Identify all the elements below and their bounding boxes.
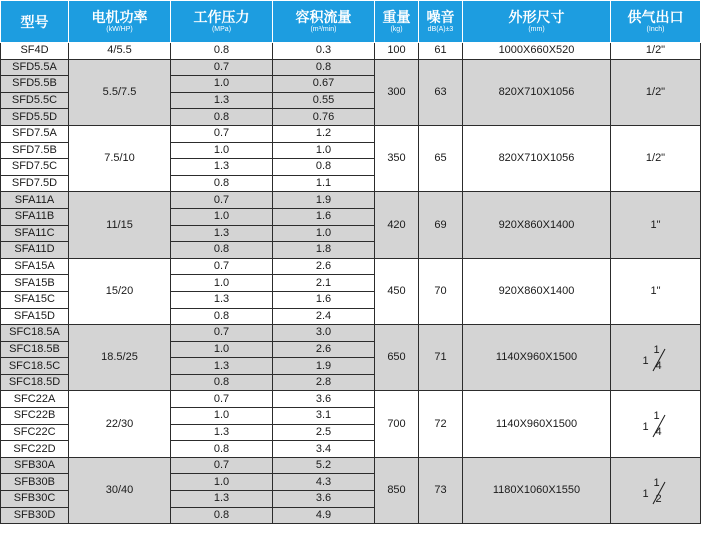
header-unit: (m³/min) xyxy=(310,26,337,33)
flow-cell: 1.1 xyxy=(273,175,375,192)
header-outlet xyxy=(611,1,701,43)
header-pressure xyxy=(171,1,273,43)
flow-cell: 1.9 xyxy=(273,192,375,209)
outlet-cell: 1/2" xyxy=(611,59,701,125)
flow-cell: 0.8 xyxy=(273,159,375,176)
noise-cell: 71 xyxy=(419,325,463,391)
pressure-cell: 1.3 xyxy=(171,225,273,242)
header-dimensions xyxy=(463,1,611,43)
fraction-whole: 1 xyxy=(642,421,649,434)
flow-cell: 3.4 xyxy=(273,441,375,458)
dimensions-cell: 820X710X1056 xyxy=(463,59,611,125)
flow-cell: 0.76 xyxy=(273,109,375,126)
header-label: 供气出口 xyxy=(627,9,684,25)
weight-cell: 850 xyxy=(375,457,419,523)
model-cell: SFC18.5A xyxy=(1,325,69,342)
model-cell: SFA15D xyxy=(1,308,69,325)
pressure-cell: 0.7 xyxy=(171,457,273,474)
mixed-fraction xyxy=(641,407,671,441)
fraction-numerator: 1 xyxy=(653,410,660,423)
pressure-cell: 0.8 xyxy=(171,175,273,192)
model-cell: SFC18.5B xyxy=(1,341,69,358)
flow-cell: 3.6 xyxy=(273,391,375,408)
table-body xyxy=(1,43,701,524)
flow-cell: 3.6 xyxy=(273,491,375,508)
model-cell: SFC22B xyxy=(1,408,69,425)
header-noise xyxy=(419,1,463,43)
model-cell: SFD7.5A xyxy=(1,125,69,142)
fraction-whole: 1 xyxy=(642,487,649,500)
weight-cell: 700 xyxy=(375,391,419,457)
model-cell: SFA11C xyxy=(1,225,69,242)
fraction-denominator: 2 xyxy=(655,492,662,505)
flow-cell: 2.6 xyxy=(273,341,375,358)
header-weight xyxy=(375,1,419,43)
pressure-cell: 1.0 xyxy=(171,275,273,292)
model-cell: SFA15A xyxy=(1,258,69,275)
pressure-cell: 0.8 xyxy=(171,242,273,259)
fraction-whole: 1 xyxy=(642,354,649,367)
header-unit: (kW/HP) xyxy=(106,26,133,33)
pressure-cell: 0.7 xyxy=(171,125,273,142)
outlet-cell: 1/2" xyxy=(611,125,701,191)
flow-cell: 1.6 xyxy=(273,208,375,225)
table-row xyxy=(1,125,701,142)
dimensions-cell: 1140X960X1500 xyxy=(463,391,611,457)
header-power xyxy=(69,1,171,43)
weight-cell: 420 xyxy=(375,192,419,258)
flow-cell: 1.8 xyxy=(273,242,375,259)
model-cell: SFB30D xyxy=(1,507,69,524)
dimensions-cell: 920X860X1400 xyxy=(463,258,611,324)
noise-cell: 65 xyxy=(419,125,463,191)
pressure-cell: 0.7 xyxy=(171,59,273,76)
pressure-cell: 0.7 xyxy=(171,391,273,408)
flow-cell: 0.55 xyxy=(273,92,375,109)
flow-cell: 1.2 xyxy=(273,125,375,142)
table-row xyxy=(1,192,701,209)
pressure-cell: 0.7 xyxy=(171,325,273,342)
pressure-cell: 1.0 xyxy=(171,408,273,425)
table-row xyxy=(1,258,701,275)
fraction-denominator: 4 xyxy=(655,359,662,372)
dimensions-cell: 1000X660X520 xyxy=(463,43,611,60)
pressure-cell: 1.3 xyxy=(171,291,273,308)
pressure-cell: 1.0 xyxy=(171,142,273,159)
flow-cell: 1.6 xyxy=(273,291,375,308)
model-cell: SFD5.5A xyxy=(1,59,69,76)
fraction-numerator: 1 xyxy=(653,343,660,356)
power-cell: 5.5/7.5 xyxy=(69,59,171,125)
model-cell: SFC18.5D xyxy=(1,374,69,391)
pressure-cell: 1.3 xyxy=(171,424,273,441)
pressure-cell: 0.8 xyxy=(171,43,273,60)
pressure-cell: 0.7 xyxy=(171,258,273,275)
pressure-cell: 1.3 xyxy=(171,491,273,508)
dimensions-cell: 1180X1060X1550 xyxy=(463,457,611,523)
model-cell: SFB30C xyxy=(1,491,69,508)
header-unit: (MPa) xyxy=(211,26,232,33)
flow-cell: 4.3 xyxy=(273,474,375,491)
flow-cell: 0.3 xyxy=(273,43,375,60)
model-cell: SFD7.5D xyxy=(1,175,69,192)
power-cell: 18.5/25 xyxy=(69,325,171,391)
flow-cell: 5.2 xyxy=(273,457,375,474)
flow-cell: 2.1 xyxy=(273,275,375,292)
model-cell: SFC18.5C xyxy=(1,358,69,375)
table-row xyxy=(1,391,701,408)
flow-cell: 3.1 xyxy=(273,408,375,425)
model-cell: SFA15B xyxy=(1,275,69,292)
flow-cell: 3.0 xyxy=(273,325,375,342)
outlet-cell xyxy=(611,325,701,391)
header-label: 工作压力 xyxy=(193,9,250,25)
flow-cell: 1.9 xyxy=(273,358,375,375)
model-cell: SFB30B xyxy=(1,474,69,491)
header-label: 电机功率 xyxy=(91,9,148,25)
pressure-cell: 0.7 xyxy=(171,192,273,209)
weight-cell: 100 xyxy=(375,43,419,60)
power-cell: 7.5/10 xyxy=(69,125,171,191)
model-cell: SFD5.5D xyxy=(1,109,69,126)
fraction-numerator: 1 xyxy=(653,476,660,489)
flow-cell: 2.4 xyxy=(273,308,375,325)
header-unit: (kg) xyxy=(390,26,403,33)
model-cell: SFC22C xyxy=(1,424,69,441)
flow-cell: 1.0 xyxy=(273,142,375,159)
noise-cell: 61 xyxy=(419,43,463,60)
header-unit: (Inch) xyxy=(646,26,665,33)
flow-cell: 1.0 xyxy=(273,225,375,242)
header-flow xyxy=(273,1,375,43)
weight-cell: 350 xyxy=(375,125,419,191)
dimensions-cell: 920X860X1400 xyxy=(463,192,611,258)
pressure-cell: 0.8 xyxy=(171,507,273,524)
dimensions-cell: 820X710X1056 xyxy=(463,125,611,191)
header-model xyxy=(1,1,69,43)
model-cell: SFA15C xyxy=(1,291,69,308)
table-row xyxy=(1,59,701,76)
model-cell: SFD5.5C xyxy=(1,92,69,109)
pressure-cell: 0.8 xyxy=(171,308,273,325)
outlet-cell: 1" xyxy=(611,258,701,324)
header-label: 容积流量 xyxy=(295,9,352,25)
table-row xyxy=(1,457,701,474)
noise-cell: 69 xyxy=(419,192,463,258)
pressure-cell: 0.8 xyxy=(171,441,273,458)
flow-cell: 2.8 xyxy=(273,374,375,391)
header-label: 外形尺寸 xyxy=(508,9,565,25)
flow-cell: 2.6 xyxy=(273,258,375,275)
pressure-cell: 1.0 xyxy=(171,341,273,358)
flow-cell: 2.5 xyxy=(273,424,375,441)
mixed-fraction xyxy=(641,341,671,375)
header-label: 型号 xyxy=(20,13,49,30)
weight-cell: 650 xyxy=(375,325,419,391)
table-row xyxy=(1,325,701,342)
power-cell: 30/40 xyxy=(69,457,171,523)
noise-cell: 63 xyxy=(419,59,463,125)
header-unit: (mm) xyxy=(528,26,545,33)
power-cell: 22/30 xyxy=(69,391,171,457)
flow-cell: 0.67 xyxy=(273,76,375,93)
model-cell: SF4D xyxy=(1,43,69,60)
pressure-cell: 1.3 xyxy=(171,358,273,375)
model-cell: SFA11B xyxy=(1,208,69,225)
flow-cell: 4.9 xyxy=(273,507,375,524)
header-label: 重量 xyxy=(382,9,411,25)
model-cell: SFD7.5C xyxy=(1,159,69,176)
table-row xyxy=(1,43,701,60)
weight-cell: 450 xyxy=(375,258,419,324)
model-cell: SFD5.5B xyxy=(1,76,69,93)
flow-cell: 0.8 xyxy=(273,59,375,76)
header-row xyxy=(1,1,701,43)
model-cell: SFB30A xyxy=(1,457,69,474)
pressure-cell: 0.8 xyxy=(171,109,273,126)
header-label: 噪音 xyxy=(426,9,455,25)
outlet-cell: 1/2" xyxy=(611,43,701,60)
model-cell: SFD7.5B xyxy=(1,142,69,159)
fraction-denominator: 4 xyxy=(655,426,662,439)
pressure-cell: 0.8 xyxy=(171,374,273,391)
outlet-cell xyxy=(611,457,701,523)
power-cell: 4/5.5 xyxy=(69,43,171,60)
power-cell: 15/20 xyxy=(69,258,171,324)
dimensions-cell: 1140X960X1500 xyxy=(463,325,611,391)
outlet-cell: 1" xyxy=(611,192,701,258)
noise-cell: 70 xyxy=(419,258,463,324)
mixed-fraction xyxy=(641,474,671,508)
model-cell: SFA11D xyxy=(1,242,69,259)
outlet-cell xyxy=(611,391,701,457)
weight-cell: 300 xyxy=(375,59,419,125)
model-cell: SFA11A xyxy=(1,192,69,209)
model-cell: SFC22D xyxy=(1,441,69,458)
pressure-cell: 1.3 xyxy=(171,159,273,176)
header-unit: dB(A)±3 xyxy=(427,26,454,33)
pressure-cell: 1.0 xyxy=(171,474,273,491)
pressure-cell: 1.0 xyxy=(171,208,273,225)
pressure-cell: 1.3 xyxy=(171,92,273,109)
noise-cell: 72 xyxy=(419,391,463,457)
pressure-cell: 1.0 xyxy=(171,76,273,93)
power-cell: 11/15 xyxy=(69,192,171,258)
noise-cell: 73 xyxy=(419,457,463,523)
model-cell: SFC22A xyxy=(1,391,69,408)
